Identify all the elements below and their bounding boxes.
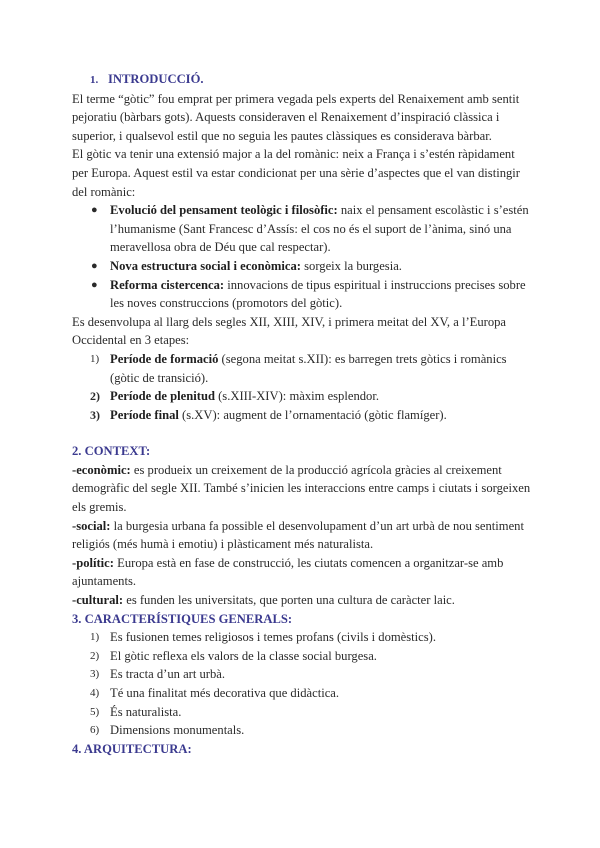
section-heading-introduction: [90, 70, 532, 90]
context-item-political: [72, 554, 532, 591]
list-item-text: (s.XIII-XIV): màxim esplendor.: [214, 389, 379, 404]
list-item-text: Dimensions monumentals.: [110, 723, 245, 738]
stages-list: [72, 350, 532, 424]
context-text: es produeix un creixement de la producció agrícola gràcies al creixement demogràfic del segle XII. També s’inicien les interaccions entre camps i ciutats i sorgeixen els gremis.: [72, 462, 531, 515]
list-item: [72, 257, 532, 276]
list-item-text: Té una finalitat més decorativa que didàctica.: [110, 686, 340, 700]
bullet-icon: ●: [91, 204, 98, 217]
context-label: -cultural:: [72, 593, 124, 608]
list-item: [72, 721, 532, 740]
intro-paragraph-1: El terme “gòtic” fou emprat per primera vegada pels experts del Renaixement amb sentit pejoratiu (bàrbars gots). Aquests consideraven el Renaixement d’inspiració clàssica i superior, i qualsevol estil que no seguia les pautes clàssiques es considerava bàrbar.: [72, 91, 520, 143]
list-number: 3): [90, 668, 100, 681]
context-label: -social:: [72, 518, 111, 533]
section-heading-architecture: 4. ARQUITECTURA:: [72, 741, 192, 756]
list-item-text: Es tracta d’un art urbà.: [110, 667, 226, 682]
list-item-bold: Període de plenitud: [110, 389, 215, 404]
section-heading-context: 2. CONTEXT:: [72, 444, 151, 459]
spacer: [72, 424, 532, 442]
context-item-economic: [72, 461, 532, 517]
list-item: [72, 350, 532, 387]
section-number: 1.: [90, 74, 99, 86]
context-label: -econòmic:: [72, 462, 131, 477]
intro-paragraph-3: Es desenvolupa al llarg dels segles XII, XIII, XIV, i primera meitat del XV, a l’Europa Occidental en 3 etapes:: [72, 314, 507, 348]
list-item-text: innovacions de tipus espiritual i instruccions precises sobre les noves construccions (promotors del gòtic).: [110, 277, 526, 311]
section-title: INTRODUCCIÓ.: [108, 72, 204, 86]
section-heading-characteristics: 3. CARACTERÍSTIQUES GENERALS:: [72, 611, 293, 626]
bullet-icon: ●: [91, 259, 98, 272]
list-number: 1): [90, 352, 100, 365]
list-item-bold: Reforma cistercenca:: [110, 277, 225, 292]
list-number: 3): [90, 407, 100, 422]
context-item-cultural: [72, 591, 532, 610]
bullet-icon: ●: [91, 278, 98, 291]
document-page: [72, 70, 532, 758]
list-number: 2): [90, 649, 100, 662]
list-item-bold: Període final: [110, 407, 179, 422]
context-text: Europa està en fase de construcció, les ciutats comencen a organitzar-se amb ajuntaments.: [72, 555, 504, 589]
list-item-text: Es fusionen temes religiosos i temes profans (civils i domèstics).: [110, 630, 436, 645]
list-item-bold: Període de formació: [110, 351, 219, 366]
list-item-text: (segona meitat s.XII): es barregen trets gòtics i romànics (gòtic de transició).: [110, 351, 507, 385]
list-number: 4): [90, 687, 100, 699]
list-item-bold: Evolució del pensament teològic i filosòfic:: [110, 203, 338, 218]
list-item-bold: Nova estructura social i econòmica:: [110, 258, 301, 273]
list-item-text: El gòtic reflexa els valors de la classe social burgesa.: [110, 648, 377, 663]
list-number: 5): [90, 705, 100, 718]
list-item-text: sorgeix la burgesia.: [300, 258, 402, 273]
list-item: [72, 665, 532, 684]
aspects-bullet-list: [72, 201, 532, 313]
context-text: es funden les universitats, que porten una cultura de caràcter laic.: [123, 593, 455, 608]
list-item: [72, 684, 532, 703]
characteristics-list: [72, 628, 532, 740]
list-item: [72, 703, 532, 722]
list-item: [72, 201, 532, 257]
context-text: la burgesia urbana fa possible el desenvolupament d’un art urbà de nou sentiment religiós (més humà i emotiu) i plàsticament més naturalista.: [72, 518, 524, 552]
list-item: [72, 406, 532, 425]
context-label: -polític:: [72, 555, 114, 570]
list-number: 6): [90, 724, 100, 737]
list-item: [72, 387, 532, 406]
list-item-text: És naturalista.: [110, 704, 182, 719]
context-item-social: [72, 517, 532, 554]
list-item-text: naix el pensament escolàstic i s’estén l’humanisme (Sant Francesc d’Assís: el cos no és el suport de l’ànima, sinó una meravellosa obra de Déu que cal respectar).: [110, 203, 529, 255]
list-number: 1): [90, 631, 100, 644]
list-number: 2): [90, 389, 100, 404]
intro-paragraph-2: El gòtic va tenir una extensió major a la del romànic: neix a França i s’estén ràpidament per Europa. Aquest estil va estar condicionat per una sèrie d’aspectes que el van distingir del romànic:: [72, 147, 520, 199]
list-item-text: (s.XV): augment de l’ornamentació (gòtic flamíger).: [178, 407, 447, 422]
list-item: [72, 628, 532, 647]
list-item: [72, 276, 532, 313]
list-item: [72, 647, 532, 666]
